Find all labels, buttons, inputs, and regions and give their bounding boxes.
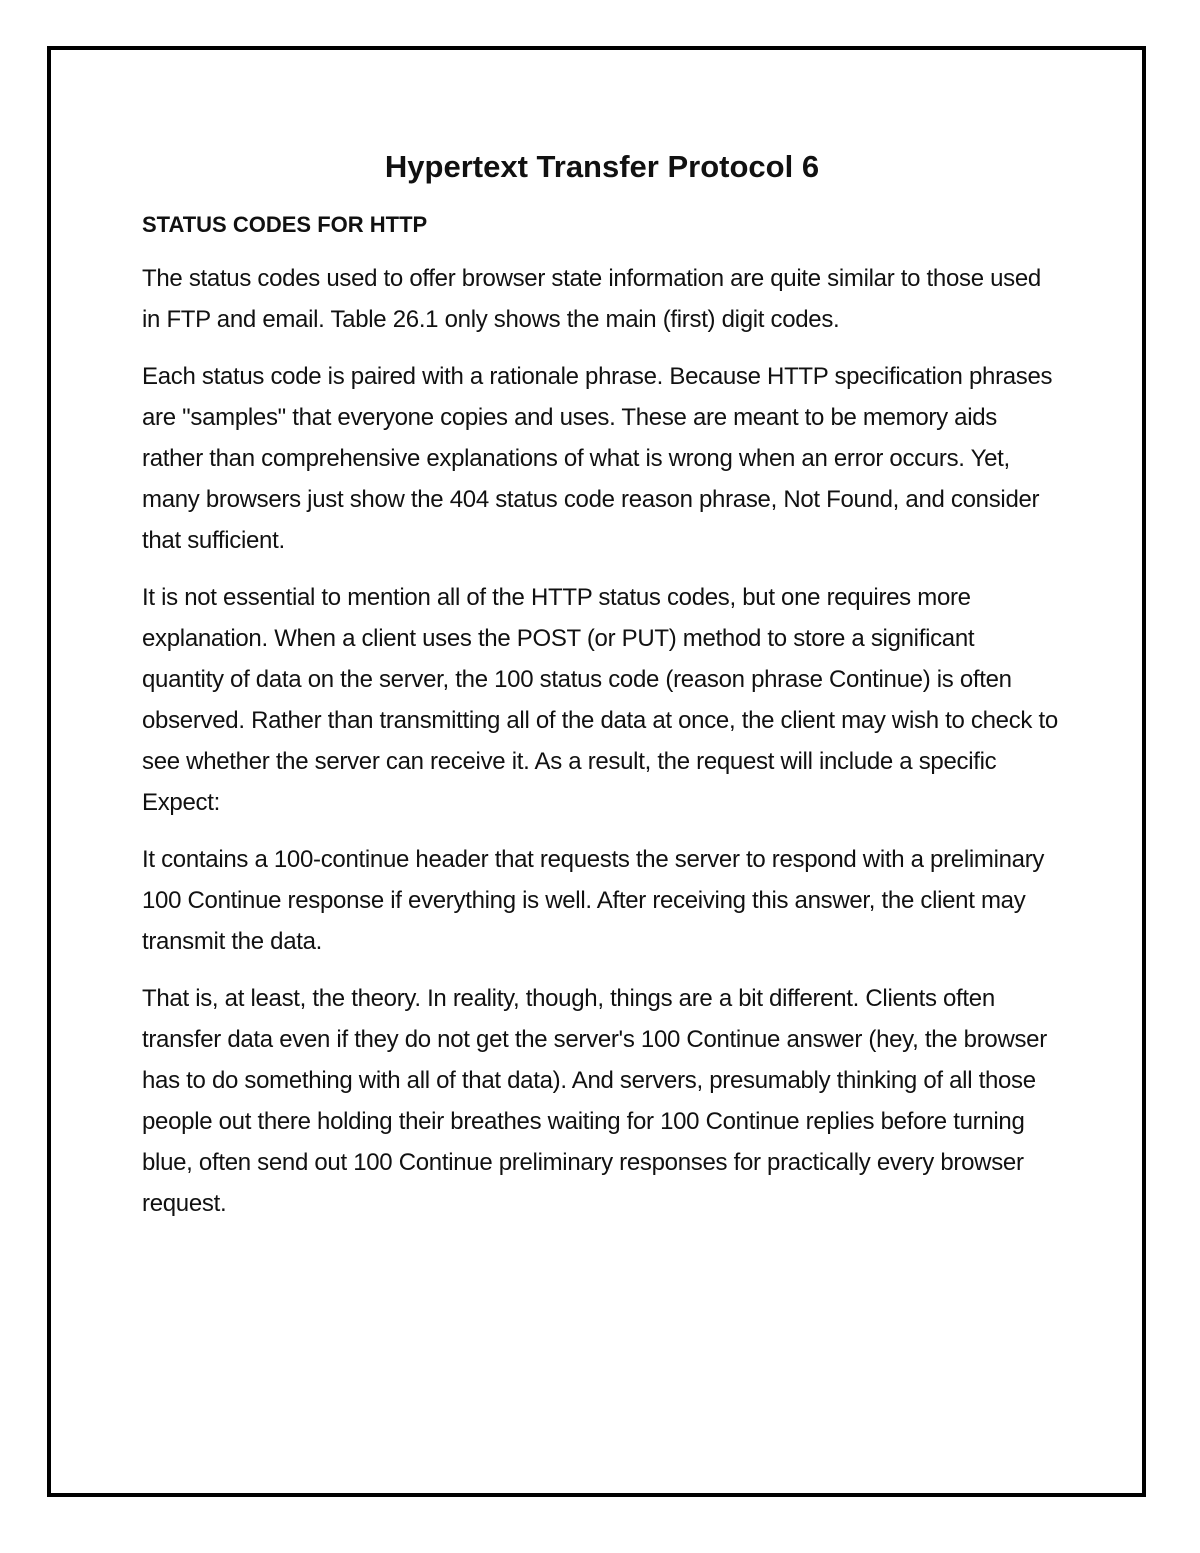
section-heading: STATUS CODES FOR HTTP — [142, 212, 428, 237]
page-title: Hypertext Transfer Protocol 6 — [384, 149, 820, 184]
paragraph-intro: The status codes used to offer browser state information are quite similar to those used in FTP and email. Table 26.1 only shows the main (first) digit codes. — [142, 265, 1041, 333]
paragraph-reason-phrases: Each status code is paired with a rationale phrase. Because HTTP specification phrases are "samples" that everyone copies and uses. These are meant to be memory aids rather than comprehensive explanations of what is wrong when an error occurs. Yet, many browsers just show the 404 status code reason phrase, Not Found, and consider that sufficient. — [142, 363, 1053, 554]
document-body — [142, 144, 1062, 1240]
paragraph-100-continue: It is not essential to mention all of the HTTP status codes, but one requires more explanation. When a client uses the POST (or PUT) method to store a significant quantity of data on the server, the 100 status code (reason phrase Continue) is often observed. Rather than transmitting all of the data at once, the client may wish to check to see whether the server can receive it. As a result, the request will include a specific Expect: — [142, 584, 1058, 816]
paragraph-theory-vs-reality: That is, at least, the theory. In reality, though, things are a bit different. Clients often transfer data even if they do not get the server's 100 Continue answer (hey, the browser has to do something with all of that data). And servers, presumably thinking of all those people out there holding their breathes waiting for 100 Continue replies before turning blue, often send out 100 Continue preliminary responses for practically every browser request. — [142, 985, 1047, 1217]
paragraph-expect-header: It contains a 100-continue header that requests the server to respond with a preliminary 100 Continue response if everything is well. After receiving this answer, the client may transmit the data. — [142, 846, 1045, 955]
